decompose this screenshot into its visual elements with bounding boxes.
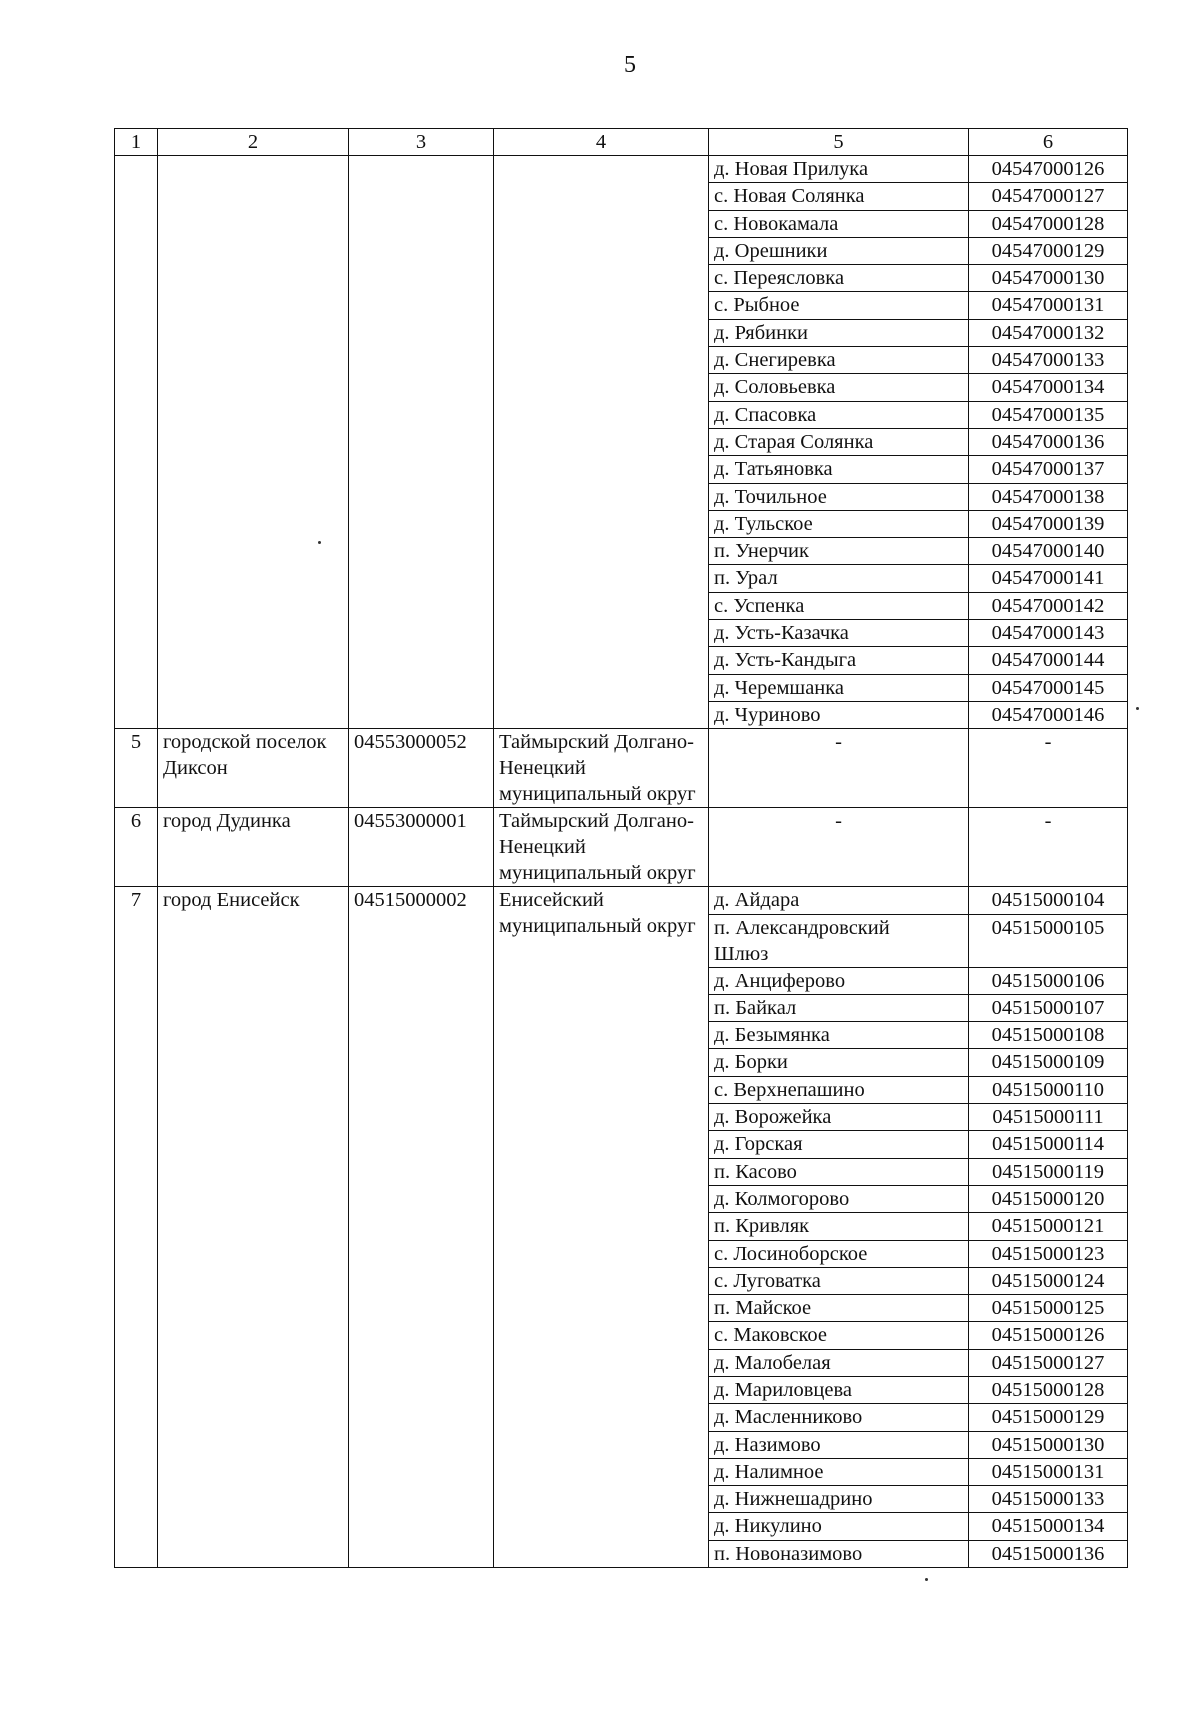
settlement-code: 04515000133 xyxy=(969,1486,1128,1513)
settlement-name: д. Снегиревка xyxy=(709,347,969,374)
empty-merged-cell xyxy=(494,156,709,729)
settlement-code: 04547000134 xyxy=(969,374,1128,401)
settlement-code: 04515000120 xyxy=(969,1185,1128,1212)
settlement-name xyxy=(709,914,969,967)
cell-line: городской поселок xyxy=(163,731,327,754)
settlement-name: с. Луговатка xyxy=(709,1267,969,1294)
cell-line: муниципальный округ xyxy=(499,915,696,938)
settlement-code: 04515000125 xyxy=(969,1295,1128,1322)
settlement-code: 04515000106 xyxy=(969,967,1128,994)
settlement-name: д. Тульское xyxy=(709,510,969,537)
settlement-name: п. Майское xyxy=(709,1295,969,1322)
settlement-name: д. Мариловцева xyxy=(709,1376,969,1403)
settlement-code: 04547000127 xyxy=(969,183,1128,210)
cell-line: муниципальный округ xyxy=(499,862,696,885)
settlement-code: 04515000127 xyxy=(969,1349,1128,1376)
settlement-name: д. Малобелая xyxy=(709,1349,969,1376)
cell-line: Шлюз xyxy=(714,942,769,965)
settlement-code: 04547000141 xyxy=(969,565,1128,592)
entity-code: 04515000002 xyxy=(349,887,494,1568)
settlement-name: д. Нижнешадрино xyxy=(709,1486,969,1513)
settlement-name: д. Борки xyxy=(709,1049,969,1076)
settlement-code: 04547000138 xyxy=(969,483,1128,510)
settlement-code: 04515000114 xyxy=(969,1131,1128,1158)
settlement-code: 04547000129 xyxy=(969,237,1128,264)
settlement-code: 04547000146 xyxy=(969,701,1128,728)
settlement-name: д. Татьяновка xyxy=(709,456,969,483)
settlement-name: - xyxy=(709,729,969,808)
settlement-code: 04547000136 xyxy=(969,428,1128,455)
settlement-code: - xyxy=(969,808,1128,887)
settlement-name: д. Колмогорово xyxy=(709,1185,969,1212)
cell-line: город Дудинка xyxy=(163,810,291,833)
settlement-name: д. Точильное xyxy=(709,483,969,510)
settlement-name: п. Урал xyxy=(709,565,969,592)
empty-merged-cell xyxy=(115,156,158,729)
settlement-code: 04515000107 xyxy=(969,994,1128,1021)
settlement-code: 04515000109 xyxy=(969,1049,1128,1076)
cell-line: муниципальный округ xyxy=(499,783,696,806)
scan-speck xyxy=(1136,707,1139,710)
settlement-code: 04547000144 xyxy=(969,647,1128,674)
settlement-code: 04515000108 xyxy=(969,1022,1128,1049)
settlement-code: 04515000105 xyxy=(969,914,1128,967)
settlement-name: д. Черемшанка xyxy=(709,674,969,701)
settlement-name: с. Новокамала xyxy=(709,210,969,237)
column-header: 2 xyxy=(158,129,349,156)
settlement-name: д. Спасовка xyxy=(709,401,969,428)
settlement-name: д. Масленниково xyxy=(709,1404,969,1431)
page-number: 5 xyxy=(624,52,636,78)
row-number: 6 xyxy=(115,808,158,887)
settlement-code: 04515000110 xyxy=(969,1076,1128,1103)
header-row xyxy=(115,129,1128,156)
cell-line: Таймырский Долгано- xyxy=(499,731,694,754)
settlement-name: п. Кривляк xyxy=(709,1213,969,1240)
district-name xyxy=(494,729,709,808)
settlement-name: д. Анциферово xyxy=(709,967,969,994)
settlement-code: 04547000145 xyxy=(969,674,1128,701)
settlement-name: - xyxy=(709,808,969,887)
settlement-name: д. Ворожейка xyxy=(709,1104,969,1131)
entity-code: 04553000001 xyxy=(349,808,494,887)
settlement-name: с. Верхнепашино xyxy=(709,1076,969,1103)
settlement-code: 04547000140 xyxy=(969,538,1128,565)
settlement-code: 04547000128 xyxy=(969,210,1128,237)
settlement-code: 04547000132 xyxy=(969,319,1128,346)
column-header: 6 xyxy=(969,129,1128,156)
settlement-name: д. Рябинки xyxy=(709,319,969,346)
cell-line: Таймырский Долгано- xyxy=(499,810,694,833)
settlement-name: д. Орешники xyxy=(709,237,969,264)
settlement-name: д. Горская xyxy=(709,1131,969,1158)
settlement-code: 04515000124 xyxy=(969,1267,1128,1294)
settlement-code: 04515000119 xyxy=(969,1158,1128,1185)
settlement-name: д. Айдара xyxy=(709,887,969,914)
settlement-name: д. Чуриново xyxy=(709,701,969,728)
entity-name: город Енисейск xyxy=(158,887,349,1568)
cell-line: Ненецкий xyxy=(499,757,586,780)
settlement-name: с. Новая Солянка xyxy=(709,183,969,210)
settlement-name: п. Унерчик xyxy=(709,538,969,565)
settlement-name: п. Байкал xyxy=(709,994,969,1021)
settlement-code: 04515000136 xyxy=(969,1540,1128,1567)
table-row xyxy=(115,156,1128,183)
settlement-code: 04547000137 xyxy=(969,456,1128,483)
settlement-code: 04547000133 xyxy=(969,347,1128,374)
settlement-name: с. Переясловка xyxy=(709,265,969,292)
entity-name xyxy=(158,729,349,808)
settlement-name: п. Касово xyxy=(709,1158,969,1185)
district-name xyxy=(494,887,709,1568)
column-header: 1 xyxy=(115,129,158,156)
settlement-code: 04515000126 xyxy=(969,1322,1128,1349)
scan-speck xyxy=(925,1578,928,1581)
column-header: 5 xyxy=(709,129,969,156)
settlement-name: с. Рыбное xyxy=(709,292,969,319)
row-number: 5 xyxy=(115,729,158,808)
settlement-code: 04547000143 xyxy=(969,620,1128,647)
district-name xyxy=(494,808,709,887)
settlement-code: 04515000134 xyxy=(969,1513,1128,1540)
settlement-name: с. Маковское xyxy=(709,1322,969,1349)
settlement-code: 04547000130 xyxy=(969,265,1128,292)
settlement-name: д. Никулино xyxy=(709,1513,969,1540)
settlement-code: 04515000130 xyxy=(969,1431,1128,1458)
column-header: 3 xyxy=(349,129,494,156)
settlement-name: д. Налимное xyxy=(709,1458,969,1485)
settlement-code: 04547000135 xyxy=(969,401,1128,428)
settlement-name: с. Лосиноборское xyxy=(709,1240,969,1267)
settlement-code: 04547000142 xyxy=(969,592,1128,619)
settlement-name: д. Назимово xyxy=(709,1431,969,1458)
settlement-name: д. Безымянка xyxy=(709,1022,969,1049)
table-row xyxy=(115,887,1128,914)
settlement-code: 04515000111 xyxy=(969,1104,1128,1131)
scan-speck xyxy=(318,541,321,544)
settlement-name: п. Новоназимово xyxy=(709,1540,969,1567)
entity-code: 04553000052 xyxy=(349,729,494,808)
empty-merged-cell xyxy=(158,156,349,729)
settlement-code: 04547000131 xyxy=(969,292,1128,319)
settlement-name: д. Соловьевка xyxy=(709,374,969,401)
settlements-table xyxy=(114,128,1128,1568)
settlement-code: 04515000129 xyxy=(969,1404,1128,1431)
settlement-name: с. Успенка xyxy=(709,592,969,619)
settlement-name: д. Усть-Кандыга xyxy=(709,647,969,674)
table-row xyxy=(115,729,1128,808)
settlement-name: д. Старая Солянка xyxy=(709,428,969,455)
settlement-code: - xyxy=(969,729,1128,808)
column-header: 4 xyxy=(494,129,709,156)
settlement-code: 04515000128 xyxy=(969,1376,1128,1403)
cell-line: Енисейский xyxy=(499,889,604,912)
cell-line: Диксон xyxy=(163,757,228,780)
settlement-code: 04547000139 xyxy=(969,510,1128,537)
settlement-code: 04515000104 xyxy=(969,887,1128,914)
empty-merged-cell xyxy=(349,156,494,729)
settlement-code: 04515000121 xyxy=(969,1213,1128,1240)
settlement-code: 04547000126 xyxy=(969,156,1128,183)
entity-name xyxy=(158,808,349,887)
cell-line: Ненецкий xyxy=(499,836,586,859)
cell-line: п. Александровский xyxy=(714,916,890,939)
table-row xyxy=(115,808,1128,887)
row-number: 7 xyxy=(115,887,158,1568)
settlement-code: 04515000131 xyxy=(969,1458,1128,1485)
settlement-code: 04515000123 xyxy=(969,1240,1128,1267)
settlement-name: д. Новая Прилука xyxy=(709,156,969,183)
settlement-name: д. Усть-Казачка xyxy=(709,620,969,647)
